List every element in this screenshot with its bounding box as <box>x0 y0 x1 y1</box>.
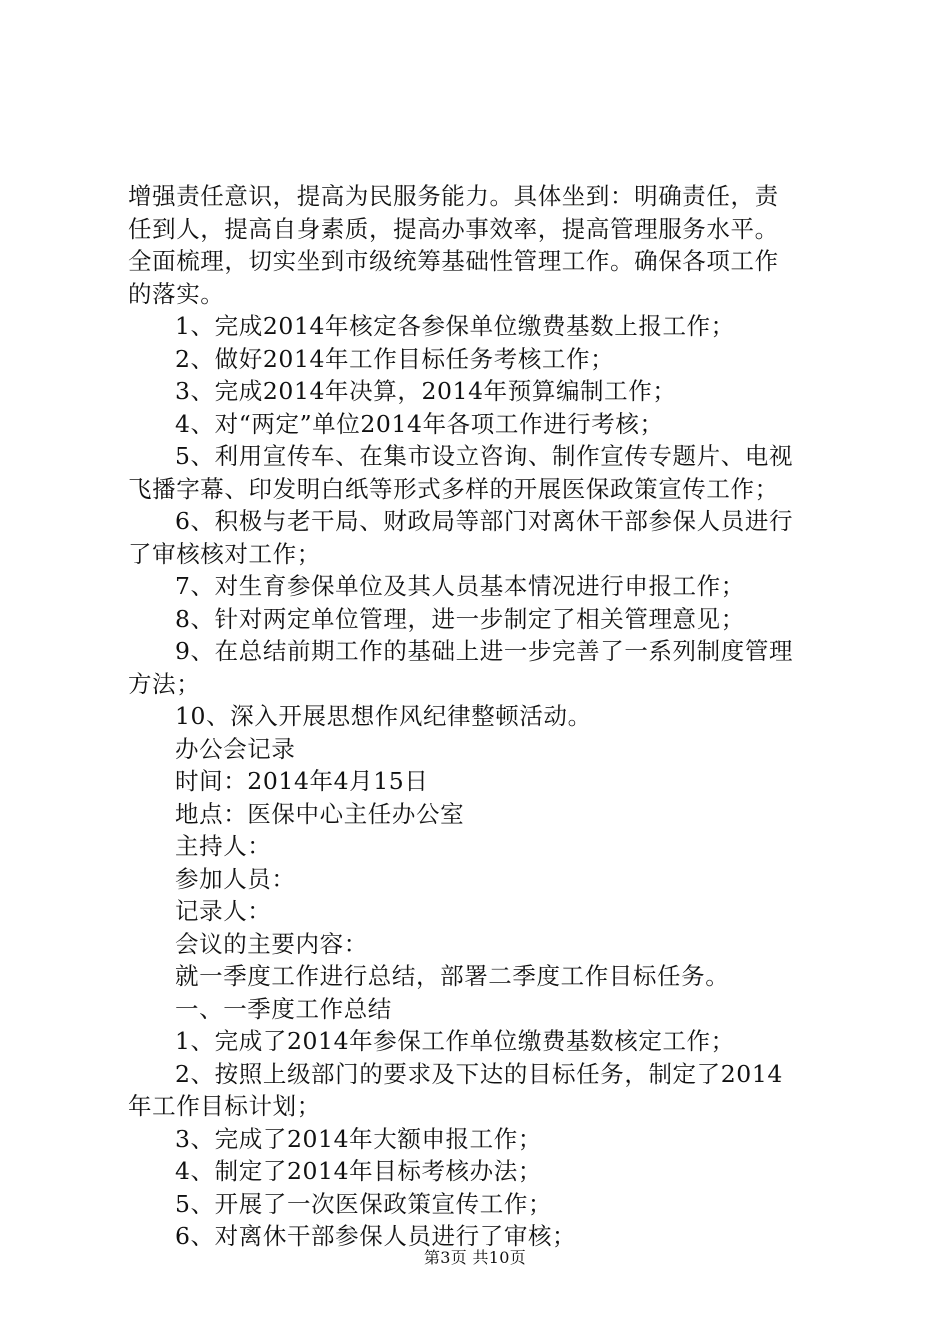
paragraph-line-indented: 3、完成了2014年大额申报工作； <box>175 1124 542 1153</box>
paragraph-line-indented: 5、利用宣传车、在集市设立咨询、制作宣传专题片、电视 <box>175 442 794 470</box>
document-body <box>128 180 830 1253</box>
paragraph-line-indented: 就一季度工作进行总结，部署二季度工作目标任务。 <box>175 962 730 990</box>
paragraph-line: 全面梳理，切实坐到市级统筹基础性管理工作。确保各项工作 <box>128 247 779 275</box>
paragraph-line: 了审核核对工作； <box>128 539 321 568</box>
page-footer: 第3页 共10页 <box>423 1248 527 1267</box>
paragraph-line-indented: 6、对离休干部参保人员进行了审核； <box>175 1222 577 1250</box>
paragraph-line-indented: 4、制定了2014年目标考核办法； <box>175 1157 542 1185</box>
paragraph-line: 增强责任意识，提高为民服务能力。具体坐到：明确责任，责 <box>128 182 779 210</box>
paragraph-line-indented: 办公会记录 <box>175 734 296 763</box>
paragraph-line-indented: 3、完成2014年决算，2014年预算编制工作； <box>175 377 677 405</box>
paragraph-line-indented: 地点：医保中心主任办公室 <box>175 799 465 828</box>
paragraph-line: 方法； <box>128 669 201 698</box>
paragraph-line: 的落实。 <box>128 279 225 308</box>
paragraph-line-indented: 6、积极与老干局、财政局等部门对离休干部参保人员进行 <box>175 507 794 535</box>
paragraph-line-indented: 5、开展了一次医保政策宣传工作； <box>175 1189 553 1218</box>
paragraph-line-indented: 时间：2014年4月15日 <box>175 767 429 795</box>
paragraph-line-indented: 4、对“两定”单位2014年各项工作进行考核； <box>175 409 664 438</box>
paragraph-line-indented: 2、做好2014年工作目标任务考核工作； <box>175 344 615 373</box>
paragraph-line-indented: 主持人： <box>175 832 272 860</box>
paragraph-line-indented: 10、深入开展思想作风纪律整顿活动。 <box>175 702 592 730</box>
paragraph-line-indented: 2、按照上级部门的要求及下达的目标任务，制定了2014 <box>175 1059 783 1088</box>
paragraph-line-indented: 记录人： <box>175 897 272 925</box>
paragraph-line-indented: 会议的主要内容： <box>175 929 368 958</box>
paragraph-line-indented: 9、在总结前期工作的基础上进一步完善了一系列制度管理 <box>175 637 794 665</box>
paragraph-line: 任到人，提高自身素质，提高办事效率，提高管理服务水平。 <box>128 214 779 243</box>
paragraph-line-indented: 1、完成了2014年参保工作单位缴费基数核定工作； <box>175 1027 735 1055</box>
paragraph-line-indented: 8、针对两定单位管理，进一步制定了相关管理意见； <box>175 604 745 633</box>
paragraph-line-indented: 一、一季度工作总结 <box>175 994 392 1023</box>
paragraph-line-indented: 7、对生育参保单位及其人员基本情况进行申报工作； <box>175 572 745 600</box>
paragraph-line: 年工作目标计划； <box>128 1092 321 1120</box>
paragraph-line-indented: 参加人员： <box>175 864 296 893</box>
paragraph-line: 飞播字幕、印发明白纸等形式多样的开展医保政策宣传工作； <box>128 474 779 503</box>
paragraph-line-indented: 1、完成2014年核定各参保单位缴费基数上报工作； <box>175 312 735 340</box>
